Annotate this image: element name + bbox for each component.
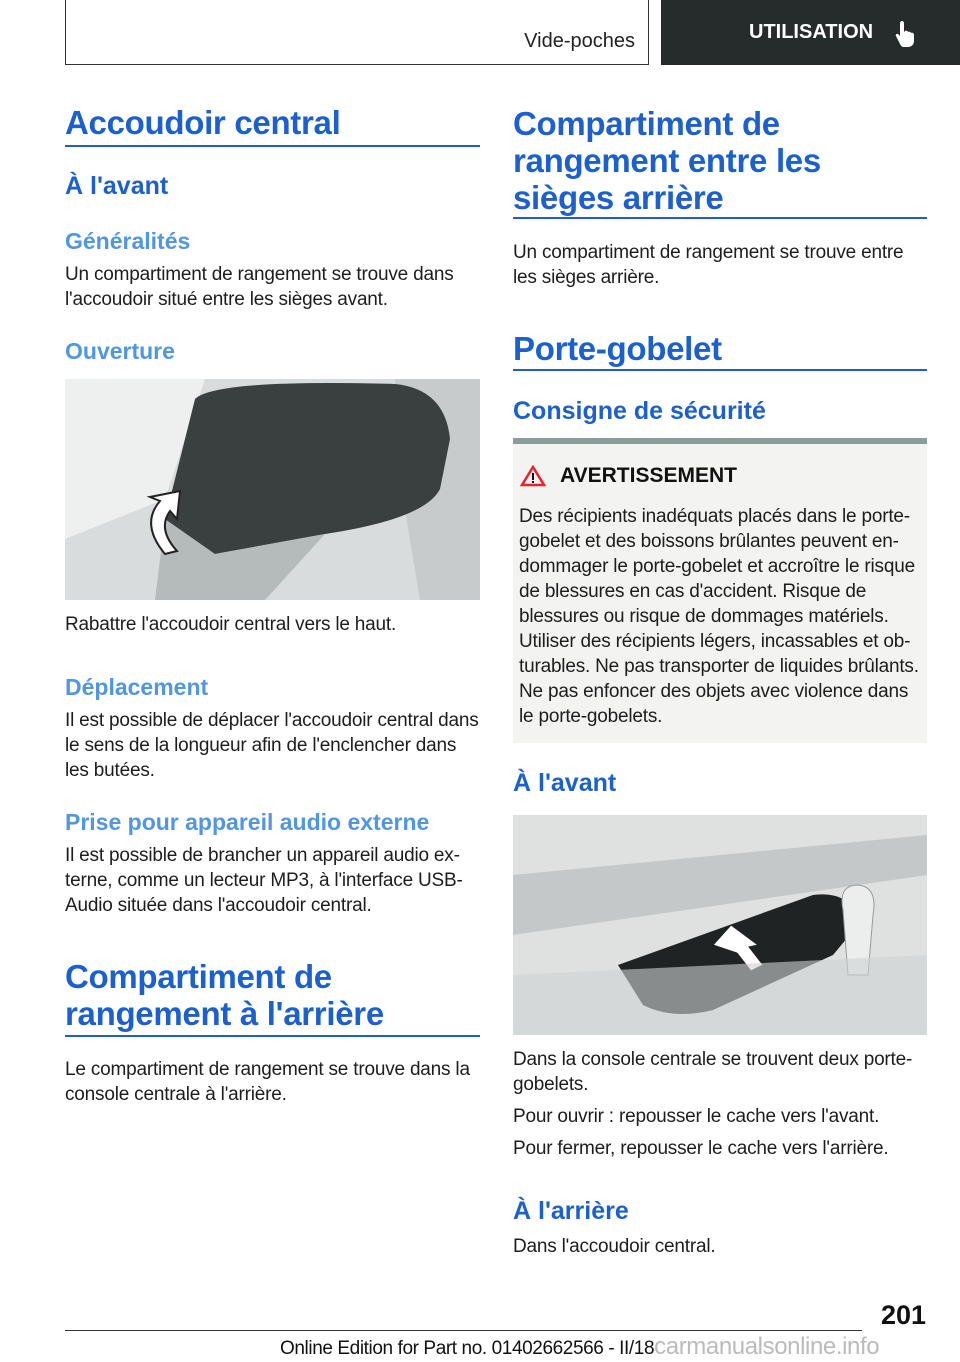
- caption-opening: Rabattre l'accoudoir central vers le haut.: [65, 614, 397, 635]
- heading-audio: Prise pour appareil audio externe: [65, 809, 430, 835]
- armrest-image: [65, 379, 480, 600]
- header-section-title: Vide-poches: [524, 30, 635, 52]
- edition-text: Online Edition for Part no. 01402662566 - II/18: [280, 1338, 655, 1359]
- text-between-seats: Un compartiment de rangement se trouve entre les sièges arrière.: [513, 242, 904, 288]
- heading-rule: [513, 369, 927, 371]
- heading-rear-storage: Compartiment de rangement à l'arrière: [65, 958, 384, 1032]
- heading-cupholder: Porte-gobelet: [513, 330, 722, 367]
- heading-front-cupholder: À l'avant: [513, 769, 617, 797]
- heading-armrest: Accoudoir central: [65, 104, 341, 141]
- warning-box: [513, 438, 927, 743]
- heading-front: À l'avant: [65, 172, 169, 200]
- chapter-title: UTILISATION: [749, 21, 874, 43]
- text-front-cupholder-1: Dans la console centrale se trouvent deux porte-gobelets.: [513, 1049, 913, 1095]
- warning-text: Des récipients inadéquats placés dans le porte-gobelet et des boissons brûlantes peuvent endommager le porte-gobelet et accroître le risque de blessures en cas d'accident. Risque de blessures ou risque de dommages matériels. Utiliser des récipients légers, incassables et obturables. Ne pas transporter de liquides brûlants. Ne pas enfoncer des objets avec violence dans le porte-gobelets.: [519, 506, 919, 727]
- warning-triangle-icon: [520, 465, 546, 487]
- heading-rule: [65, 1035, 480, 1037]
- text-general: Un compartiment de rangement se trouve dans l'accoudoir situé entre les sièges avant.: [65, 264, 454, 310]
- heading-general: Généralités: [65, 228, 191, 254]
- watermark: carmanualsonline.info: [654, 1333, 880, 1360]
- footer-rule: [65, 1330, 862, 1331]
- heading-rule: [65, 145, 480, 147]
- heading-opening: Ouverture: [65, 338, 175, 364]
- heading-moving: Déplacement: [65, 674, 209, 700]
- text-rear-cupholder: Dans l'accoudoir central.: [513, 1236, 716, 1257]
- heading-safety: Consigne de sécurité: [513, 397, 766, 425]
- heading-rule: [513, 217, 927, 219]
- text-front-cupholder-2: Pour ouvrir : repousser le cache vers l'avant.: [513, 1106, 880, 1127]
- text-audio: Il est possible de brancher un appareil audio externe, comme un lecteur MP3, à l'interface USB-Audio située dans l'accoudoir central.: [65, 845, 463, 916]
- text-front-cupholder-3: Pour fermer, repousser le cache vers l'arrière.: [513, 1138, 889, 1159]
- footer-edition: [280, 1333, 879, 1361]
- header-chapter: [661, 0, 960, 65]
- cupholder-image: [513, 815, 927, 1035]
- heading-rear-cupholder: À l'arrière: [513, 1197, 629, 1225]
- text-moving: Il est possible de déplacer l'accoudoir central dans le sens de la longueur afin de l'enclencher dans les butées.: [65, 710, 479, 781]
- heading-between-seats: Compartiment de rangement entre les sièges arrière: [513, 105, 821, 216]
- warning-title: AVERTISSEMENT: [560, 464, 737, 487]
- page-number: 201: [880, 1300, 926, 1330]
- text-rear-storage: Le compartiment de rangement se trouve dans la console centrale à l'arrière.: [65, 1059, 470, 1105]
- hand-pointer-icon: [895, 19, 917, 47]
